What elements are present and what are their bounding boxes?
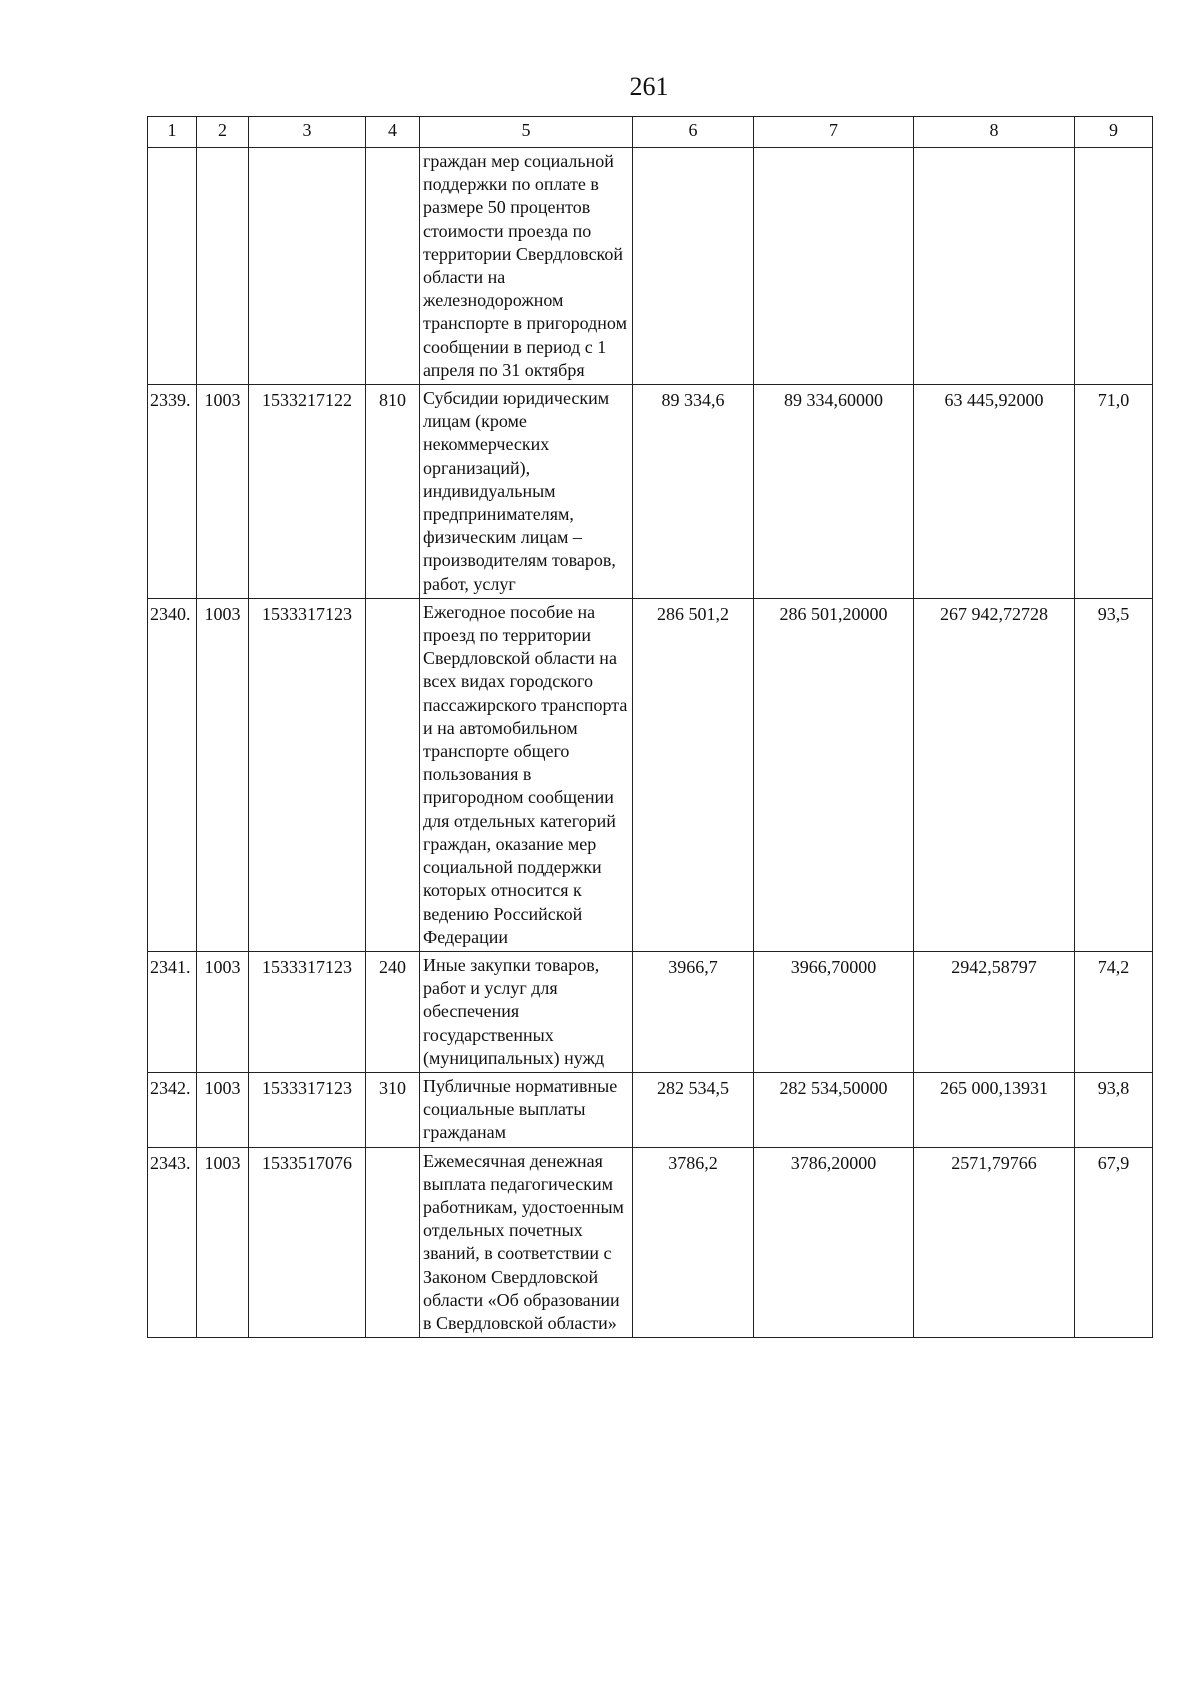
percent-cell (1075, 148, 1153, 385)
expense-type-code: 240 (366, 951, 420, 1072)
target-article-code: 1533317123 (249, 598, 366, 951)
column-header: 3 (249, 117, 366, 148)
percent-cell: 71,0 (1075, 385, 1153, 599)
row-number: 2343. (148, 1147, 197, 1338)
value-cell: 286 501,20000 (754, 598, 914, 951)
value-cell: 282 534,50000 (754, 1072, 914, 1147)
value-cell: 267 942,72728 (914, 598, 1075, 951)
value-cell: 89 334,6 (633, 385, 754, 599)
target-article-code: 1533317123 (249, 1072, 366, 1147)
expense-type-code: 310 (366, 1072, 420, 1147)
value-cell: 63 445,92000 (914, 385, 1075, 599)
target-article-code (249, 148, 366, 385)
description-cell: Ежегодное пособие на проезд по территории Свердловской области на всех видах городского пассажирского транспорта и на автомобильном транспорте общего пользования в пригородном сообщении для отдельных категорий граждан, оказание мер социальной поддержки которых относится к ведению Российской Федерации (420, 598, 633, 951)
section-code: 1003 (197, 598, 249, 951)
section-code: 1003 (197, 951, 249, 1072)
value-cell: 2942,58797 (914, 951, 1075, 1072)
column-header: 4 (366, 117, 420, 148)
row-number: 2341. (148, 951, 197, 1072)
description-cell: Иные закупки товаров, работ и услуг для обеспечения государственных (муниципальных) нужд (420, 951, 633, 1072)
table-row (148, 598, 1153, 951)
page-number: 261 (629, 72, 669, 101)
value-cell (633, 148, 754, 385)
table-row (148, 148, 1153, 385)
section-code (197, 148, 249, 385)
table-row (148, 1147, 1153, 1338)
header-row (148, 117, 1153, 148)
section-code: 1003 (197, 385, 249, 599)
column-header: 6 (633, 117, 754, 148)
expense-type-code: 810 (366, 385, 420, 599)
description-cell: Ежемесячная денежная выплата педагогическим работникам, удостоенным отдельных почетных званий, в соответствии с Законом Свердловской области «Об образовании в Свердловской области» (420, 1147, 633, 1338)
column-header: 2 (197, 117, 249, 148)
row-number (148, 148, 197, 385)
budget-table (147, 116, 1153, 1338)
column-header: 8 (914, 117, 1075, 148)
expense-type-code (366, 598, 420, 951)
description-cell: Публичные нормативные социальные выплаты гражданам (420, 1072, 633, 1147)
value-cell (914, 148, 1075, 385)
column-header: 9 (1075, 117, 1153, 148)
percent-cell: 67,9 (1075, 1147, 1153, 1338)
expense-type-code (366, 148, 420, 385)
value-cell: 3966,7 (633, 951, 754, 1072)
row-number: 2342. (148, 1072, 197, 1147)
column-header: 1 (148, 117, 197, 148)
column-header: 5 (420, 117, 633, 148)
percent-cell: 93,8 (1075, 1072, 1153, 1147)
table-row (148, 1072, 1153, 1147)
percent-cell: 93,5 (1075, 598, 1153, 951)
target-article-code: 1533317123 (249, 951, 366, 1072)
description-cell: Субсидии юридическим лицам (кроме некоммерческих организаций), индивидуальным предпринимателям, физическим лицам – производителям товаров, работ, услуг (420, 385, 633, 599)
table-row (148, 951, 1153, 1072)
value-cell: 286 501,2 (633, 598, 754, 951)
section-code: 1003 (197, 1072, 249, 1147)
value-cell: 2571,79766 (914, 1147, 1075, 1338)
value-cell: 282 534,5 (633, 1072, 754, 1147)
value-cell (754, 148, 914, 385)
target-article-code: 1533217122 (249, 385, 366, 599)
value-cell: 3786,20000 (754, 1147, 914, 1338)
value-cell: 265 000,13931 (914, 1072, 1075, 1147)
percent-cell: 74,2 (1075, 951, 1153, 1072)
column-header: 7 (754, 117, 914, 148)
row-number: 2340. (148, 598, 197, 951)
row-number: 2339. (148, 385, 197, 599)
description-cell: граждан мер социальной поддержки по оплате в размере 50 процентов стоимости проезда по территории Свердловской области на железнодорожном транспорте в пригородном сообщении в период с 1 апреля по 31 октября (420, 148, 633, 385)
section-code: 1003 (197, 1147, 249, 1338)
target-article-code: 1533517076 (249, 1147, 366, 1338)
value-cell: 89 334,60000 (754, 385, 914, 599)
table-row (148, 385, 1153, 599)
value-cell: 3966,70000 (754, 951, 914, 1072)
expense-type-code (366, 1147, 420, 1338)
value-cell: 3786,2 (633, 1147, 754, 1338)
